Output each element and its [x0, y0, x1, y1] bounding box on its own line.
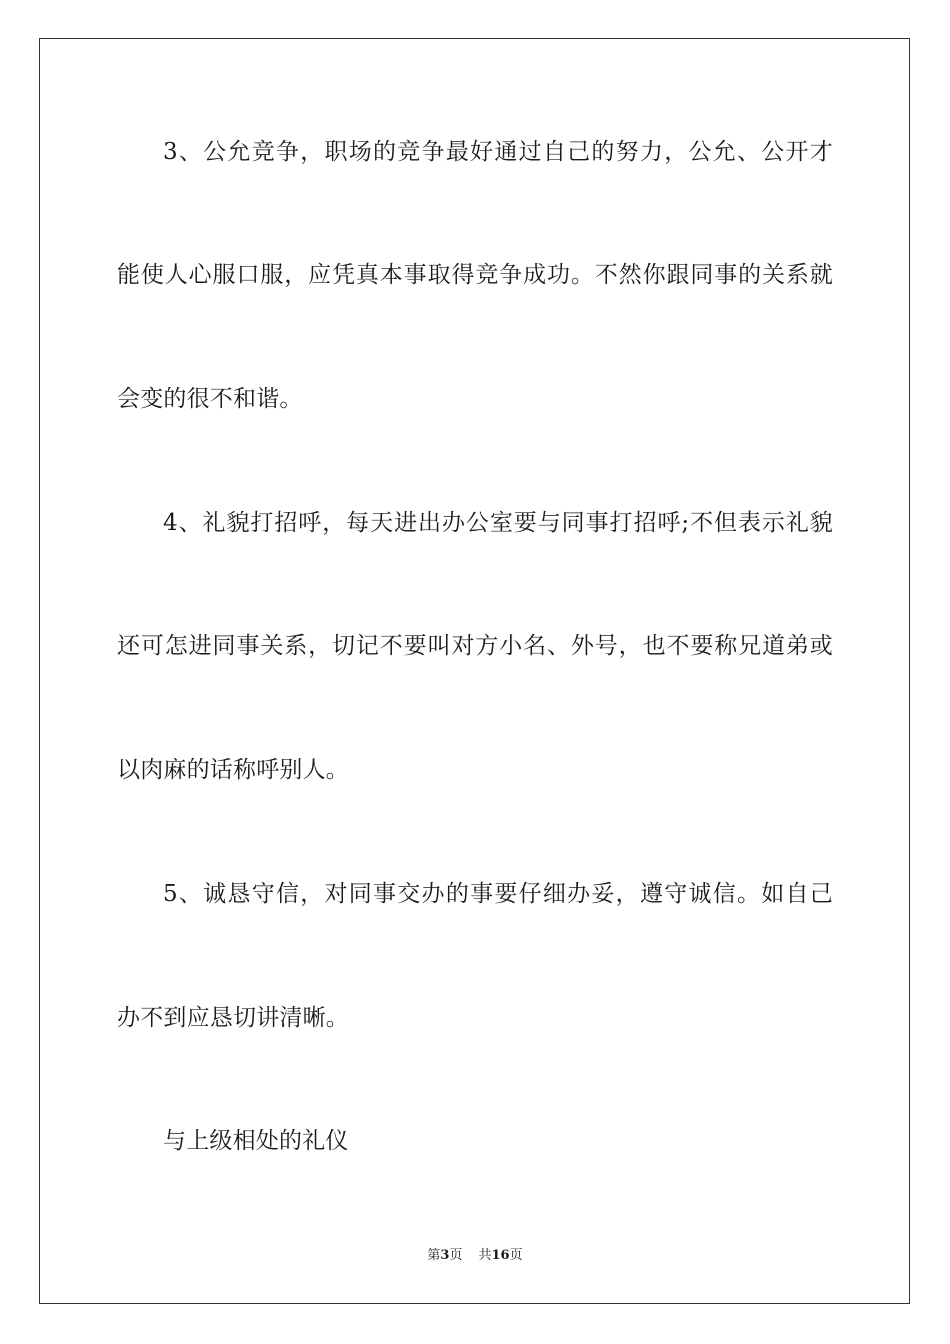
section-heading: 与上级相处的礼仪	[163, 1128, 349, 1154]
page-border	[39, 38, 910, 1304]
page-footer	[0, 1247, 950, 1265]
total-pages: 16	[491, 1248, 510, 1263]
paragraph-5-line-1: 5、诚恳守信，对同事交办的事要仔细办妥，遵守诚信。如自己	[163, 881, 833, 907]
total-label-prefix: 共	[478, 1248, 492, 1263]
paragraph-3-line-1: 3、公允竞争，职场的竞争最好通过自己的努力，公允、公开才	[163, 139, 833, 165]
page-label-prefix: 第	[427, 1248, 441, 1263]
paragraph-4-line-2: 还可怎进同事关系，切记不要叫对方小名、外号，也不要称兄道弟或	[117, 633, 833, 659]
paragraph-5-line-2: 办不到应恳切讲清晰。	[117, 1005, 349, 1031]
page-label-suffix: 页	[449, 1248, 463, 1263]
paragraph-3-line-3: 会变的很不和谐。	[117, 386, 303, 412]
total-label-suffix: 页	[509, 1248, 523, 1263]
paragraph-4-line-3: 以肉麻的话称呼别人。	[117, 757, 349, 783]
paragraph-4-line-1: 4、礼貌打招呼，每天进出办公室要与同事打招呼;不但表示礼貌	[163, 510, 833, 536]
paragraph-3-line-2: 能使人心服口服，应凭真本事取得竞争成功。不然你跟同事的关系就	[117, 262, 833, 288]
page-number: 3	[440, 1248, 450, 1263]
